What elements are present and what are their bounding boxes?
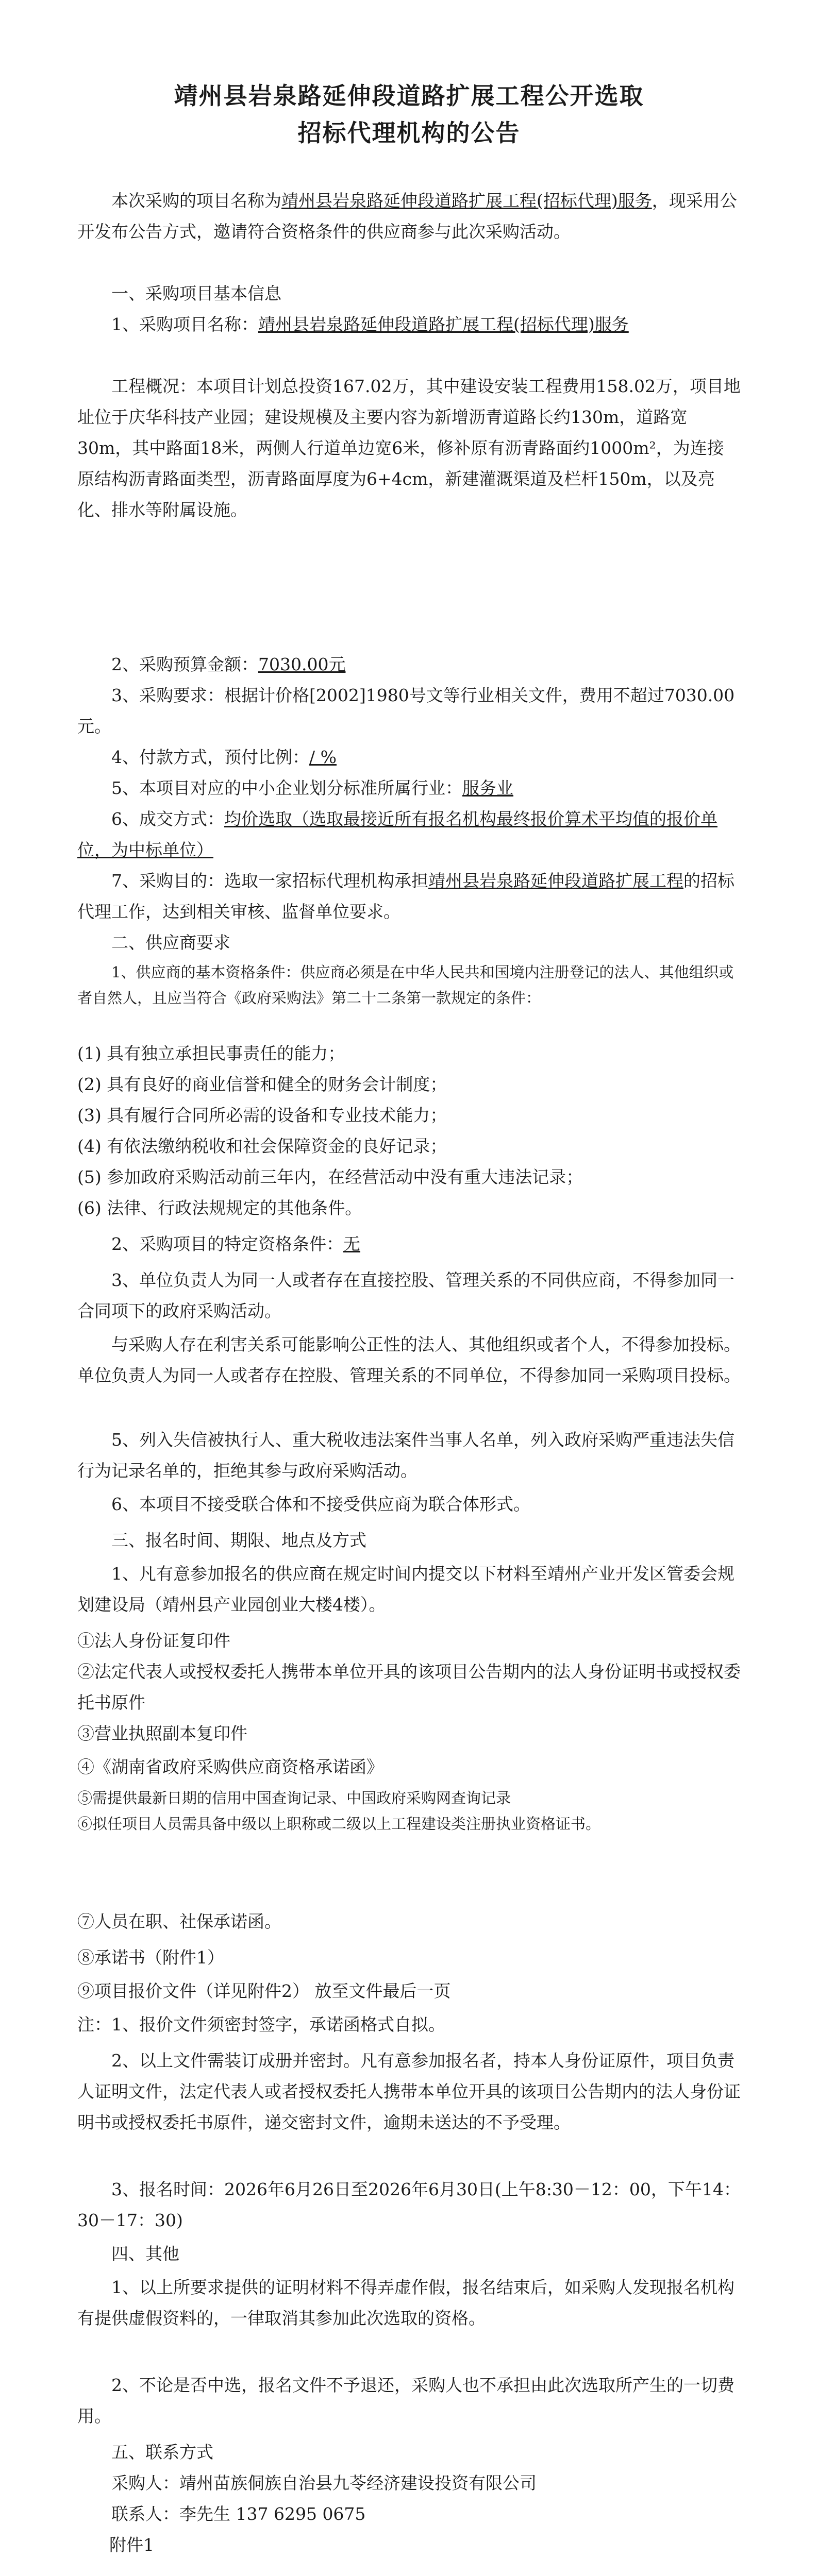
s1-item-2-label: 2、采购预算金额： (111, 654, 258, 674)
s3-material-6: ⑥拟任项目人员需具备中级以上职称或二级以上工程建设类注册执业资格证书。 (77, 1815, 601, 1833)
s3-material-4: ④《湖南省政府采购供应商资格承诺函》 (77, 1757, 383, 1777)
s1-item-7-before: 7、采购目的：选取一家招标代理机构承担 (111, 871, 428, 891)
s3-material-3: ③营业执照副本复印件 (77, 1723, 247, 1743)
s1-item-4 (77, 742, 741, 773)
s1-item-1-value: 靖州县岩泉路延伸段道路扩展工程(招标代理)服务 (258, 314, 629, 334)
s1-item-7 (77, 866, 741, 927)
notice-title-line-1: 靖州县岩泉路延伸段道路扩展工程公开选取 (174, 82, 644, 110)
s2-cond-2: (2) 具有良好的商业信誉和健全的财务会计制度； (77, 1074, 447, 1094)
attachment-1-label: 附件1 (109, 2535, 154, 2555)
intro-after: ，现采用公开发布公告方式，邀请符合资格条件的供应商参与此次采购活动。 (77, 191, 737, 242)
s3-material-1: ①法人身份证复印件 (77, 1631, 230, 1651)
s2-item-5: 5、列入失信被执行人、重大税收违法案件当事人名单，列入政府采购严重违法失信行为记录名单的，拒绝其参与政府采购活动。 (77, 1430, 734, 1481)
s3-item-1: 1、凡有意参加报名的供应商在规定时间内提交以下材料至靖州产业开发区管委会规划建设局（靖州县产业园创业大楼4楼）。 (77, 1564, 734, 1615)
s1-item-2 (77, 649, 741, 680)
s3-material-5: ⑤需提供最新日期的信用中国查询记录、中国政府采购网查询记录 (77, 1789, 511, 1807)
intro-before: 本次采购的项目名称为 (111, 191, 281, 211)
section-2-heading: 二、供应商要求 (111, 933, 230, 953)
s1-item-7-after: 的招标代理工作，达到相关审核、监督单位要求。 (77, 871, 734, 922)
project-overview: 工程概况：本项目计划总投资167.02万，其中建设安装工程费用158.02万，项目地址位于庆华科技产业园；建设规模及主要内容为新增沥青道路长约130m，道路宽30m，其中路面18米，两侧人行道单边宽6米，修补原有沥青路面约1000m²，为连接原结构沥青路面类型，沥青路面厚度为6+4cm，新建灌溉渠道及栏杆150m，以及亮化、排水等附属设施。 (77, 376, 741, 520)
s1-item-1-label: 1、采购项目名称： (111, 314, 258, 334)
s3-item-2: 2、以上文件需装订成册并密封。凡有意参加报名者，持本人身份证原件，项目负责人证明文件，法定代表人或者授权委托人携带本单位开具的该项目公告期内的法人身份证明书或授权委托书原件，递交密封文件，逾期未送达的不予受理。 (77, 2050, 741, 2132)
s3-material-8: ⑧承诺书（附件1） (77, 1947, 224, 1968)
s2-cond-6: (6) 法律、行政法规规定的其他条件。 (77, 1198, 362, 1218)
contact-person: 联系人：李先生 137 6295 0675 (111, 2504, 366, 2524)
intro-paragraph (77, 185, 741, 247)
s2-item-3: 3、单位负责人为同一人或者存在直接控股、管理关系的不同供应商，不得参加同一合同项下的政府采购活动。 (77, 1270, 734, 1321)
s1-item-6-label: 6、成交方式： (111, 809, 224, 829)
prepay-ratio: / % (309, 747, 337, 767)
s1-item-1 (77, 309, 741, 340)
s2-item-2-label: 2、采购项目的特定资格条件： (111, 1234, 343, 1254)
s3-note: 注：1、报价文件须密封签字，承诺函格式自拟。 (77, 2014, 445, 2035)
s2-item-2 (77, 1229, 741, 1260)
section-4-heading: 四、其他 (111, 2244, 179, 2264)
special-qualification: 无 (343, 1234, 360, 1254)
section-1-heading: 一、采购项目基本信息 (111, 283, 281, 303)
s4-item-2: 2、不论是否中选，报名文件不予退还，采购人也不承担由此次选取所产生的一切费用。 (77, 2375, 734, 2426)
s2-item-4: 与采购人存在利害关系可能影响公正性的法人、其他组织或者个人，不得参加投标。单位负责人为同一人或者存在控股、管理关系的不同单位，不得参加同一采购项目投标。 (77, 1334, 741, 1385)
s3-material-9: ⑨项目报价文件（详见附件2） 放至文件最后一页 (77, 1981, 451, 2001)
s2-item-6: 6、本项目不接受联合体和不接受供应商为联合体形式。 (111, 1494, 530, 1514)
s2-cond-4: (4) 有依法缴纳税收和社会保障资金的良好记录； (77, 1136, 447, 1156)
s2-cond-3: (3) 具有履行合同所必需的设备和专业技术能力； (77, 1105, 447, 1125)
s3-material-2: ②法定代表人或授权委托人携带本单位开具的该项目公告期内的法人身份证明书或授权委托书原件 (77, 1662, 741, 1713)
s2-cond-5: (5) 参加政府采购活动前三年内，在经营活动中没有重大违法记录； (77, 1167, 583, 1187)
buyer-name: 采购人：靖州苗族侗族自治县九苓经济建设投资有限公司 (111, 2473, 537, 2493)
award-method: 均价选取（选取最接近所有报名机构最终报价算术平均值的报价单位，为中标单位） (77, 809, 717, 860)
s3-item-3: 3、报名时间：2026年6月26日至2026年6月30日(上午8:30－12：00，下午14：30－17：30) (77, 2179, 741, 2230)
s1-item-5 (77, 773, 741, 804)
s1-item-5-label: 5、本项目对应的中小企业划分标准所属行业： (111, 778, 462, 798)
section-3-heading: 三、报名时间、期限、地点及方式 (111, 1530, 366, 1550)
industry-value: 服务业 (462, 778, 513, 798)
section-5-heading: 五、联系方式 (111, 2442, 213, 2462)
s4-item-1: 1、以上所要求提供的证明材料不得弄虚作假，报名结束后，如采购人发现报名机构有提供虚假资料的，一律取消其参加此次选取的资格。 (77, 2277, 734, 2328)
s1-item-7-project: 靖州县岩泉路延伸段道路扩展工程 (428, 871, 683, 891)
budget-amount: 7030.00元 (258, 654, 346, 674)
s2-cond-1: (1) 具有独立承担民事责任的能力； (77, 1043, 345, 1063)
s2-item-1: 1、供应商的基本资格条件：供应商必须是在中华人民共和国境内注册登记的法人、其他组织或者自然人，且应当符合《政府采购法》第二十二条第一款规定的条件： (77, 963, 734, 1007)
s3-material-7: ⑦人员在职、社保承诺函。 (77, 1911, 281, 1931)
s1-item-4-label: 4、付款方式，预付比例： (111, 747, 309, 767)
intro-project-name: 靖州县岩泉路延伸段道路扩展工程(招标代理)服务 (281, 191, 652, 211)
s1-item-3: 3、采购要求：根据计价格[2002]1980号文等行业相关文件，费用不超过7030.00元。 (77, 685, 735, 736)
s1-item-6 (77, 804, 741, 866)
notice-title-line-2: 招标代理机构的公告 (297, 119, 521, 147)
